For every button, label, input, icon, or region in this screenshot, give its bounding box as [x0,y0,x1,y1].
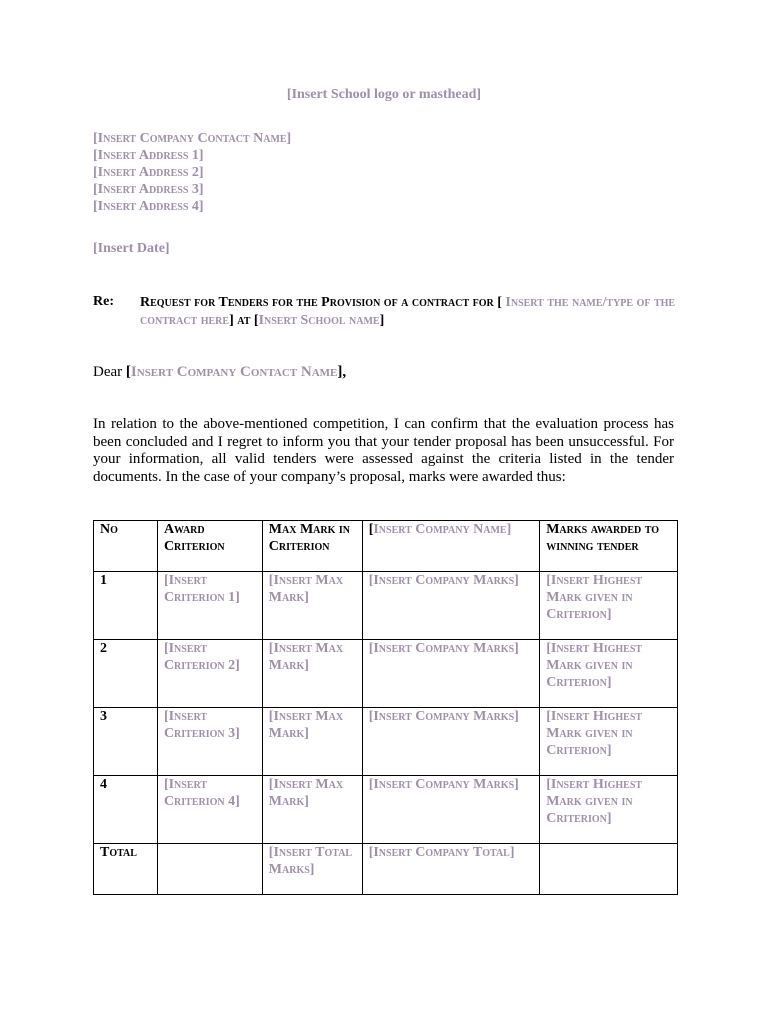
company-marks-cell: [Insert Company Marks] [362,572,540,640]
contract-name-placeholder: Insert the name/type of the contract here [140,295,676,328]
table-row [94,572,678,640]
total-company-cell: [Insert Company Total] [362,844,540,895]
table-row [94,776,678,844]
school-name-placeholder: Insert School name [258,313,380,328]
address-line-1: [Insert Address 1] [93,148,204,163]
total-winning-cell [540,844,678,895]
row-number: 2 [94,640,158,708]
address-line-2: [Insert Address 2] [93,165,204,180]
max-mark-cell: [Insert Max Mark] [262,572,362,640]
max-mark-cell: [Insert Max Mark] [262,708,362,776]
company-marks-cell: [Insert Company Marks] [362,708,540,776]
row-number: 3 [94,708,158,776]
header-max-mark: Max Mark in Criterion [262,521,362,572]
salutation-close: ], [337,364,347,380]
company-marks-cell: [Insert Company Marks] [362,640,540,708]
marks-table [93,520,678,895]
re-subject-suffix: ] [379,313,385,328]
address-line-3: [Insert Address 3] [93,182,204,197]
criterion-cell: [Insert Criterion 2] [157,640,262,708]
max-mark-cell: [Insert Max Mark] [262,776,362,844]
header-winning-marks: Marks awarded to winning tender [540,521,678,572]
header-award-criterion: Award Criterion [157,521,262,572]
salutation-open-bracket: [ [125,364,131,380]
header-company-open-bracket: [ [368,522,374,537]
table-row [94,640,678,708]
total-label: Total [94,844,158,895]
table-header-row [94,521,678,572]
criterion-cell: [Insert Criterion 1] [157,572,262,640]
winning-marks-cell: [Insert Highest Mark given in Criterion] [540,572,678,640]
salutation [93,364,346,381]
header-company-name [362,521,540,572]
company-contact-name: [Insert Company Contact Name] [93,131,292,146]
row-number: 1 [94,572,158,640]
school-masthead-placeholder: [Insert School logo or masthead] [286,87,482,102]
winning-marks-cell: [Insert Highest Mark given in Criterion] [540,708,678,776]
date-placeholder: [Insert Date] [93,241,170,256]
total-criterion-cell [157,844,262,895]
criterion-cell: [Insert Criterion 3] [157,708,262,776]
table-total-row [94,844,678,895]
winning-marks-cell: [Insert Highest Mark given in Criterion] [540,776,678,844]
re-label: Re: [93,294,114,309]
criterion-cell: [Insert Criterion 4] [157,776,262,844]
row-number: 4 [94,776,158,844]
re-subject [140,294,680,330]
salutation-prefix: Dear [93,364,126,380]
max-mark-cell: [Insert Max Mark] [262,640,362,708]
re-subject-middle: ] at [ [229,313,259,328]
address-line-4: [Insert Address 4] [93,199,204,214]
winning-marks-cell: [Insert Highest Mark given in Criterion] [540,640,678,708]
salutation-name-placeholder: Insert Company Contact Name [130,364,338,380]
address-block [93,130,291,215]
body-paragraph: In relation to the above-mentioned competition, I can confirm that the evaluation process has been concluded and I regret to inform you that your tender proposal has been unsuccessful. For your information, all valid tenders were assessed against the criteria listed in the tender documents. In the case of your company’s proposal, marks were awarded thus: [93,416,674,485]
header-no: No [94,521,158,572]
total-max-marks-cell: [Insert Total Marks] [262,844,362,895]
table-row [94,708,678,776]
header-company-name-placeholder: Insert Company Name] [373,522,512,537]
company-marks-cell: [Insert Company Marks] [362,776,540,844]
re-subject-prefix: Request for Tenders for the Provision of a contract for [ [140,295,506,310]
